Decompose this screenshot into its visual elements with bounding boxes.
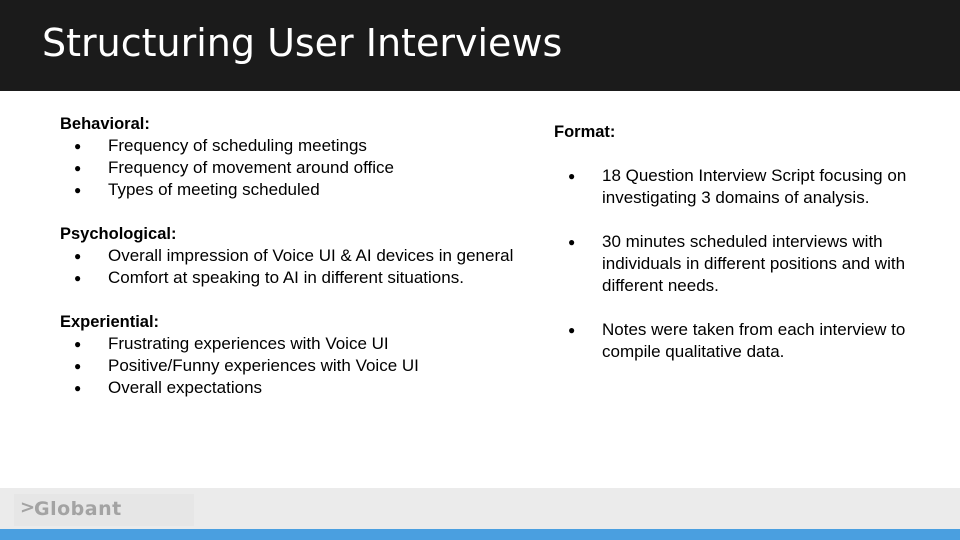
globant-logo: Globant: [34, 498, 122, 520]
bullet-icon: ●: [74, 381, 82, 395]
list-item-text: Overall impression of Voice UI & AI devices in general: [108, 246, 514, 265]
bullet-icon: ●: [568, 169, 576, 183]
bullet-icon: ●: [74, 249, 82, 263]
list-item: [60, 179, 560, 201]
behavioral-heading: Behavioral:: [60, 115, 150, 133]
bullet-icon: ●: [74, 161, 82, 175]
bullet-icon: ●: [74, 183, 82, 197]
title-bar: [0, 0, 960, 91]
behavioral-list: [60, 135, 560, 201]
globant-logo-icon: >: [20, 497, 36, 518]
behavioral-section: [60, 113, 560, 201]
bullet-icon: ●: [568, 235, 576, 249]
list-item: [60, 267, 560, 289]
list-item-text: Frequency of movement around office: [108, 158, 395, 177]
list-item-text: Frustrating experiences with Voice UI: [108, 334, 389, 353]
left-column: [60, 113, 560, 421]
format-list: [554, 165, 934, 363]
list-item: [554, 319, 932, 363]
experiential-heading: Experiential:: [60, 313, 160, 331]
list-item-text: Positive/Funny experiences with Voice UI: [108, 356, 419, 375]
psychological-section: [60, 223, 560, 289]
list-item: [554, 165, 932, 209]
list-item-text: Notes were taken from each interview to compile qualitative data.: [602, 320, 906, 361]
experiential-section: [60, 311, 560, 399]
list-item-text: 30 minutes scheduled interviews with individuals in different positions and with different needs.: [602, 232, 906, 295]
accent-band: [0, 529, 960, 540]
list-item-text: 18 Question Interview Script focusing on investigating 3 domains of analysis.: [602, 166, 907, 207]
psychological-list: [60, 245, 560, 289]
list-item-text: Frequency of scheduling meetings: [108, 136, 367, 155]
list-item: [60, 355, 560, 377]
list-item-text: Overall expectations: [108, 378, 263, 397]
bullet-icon: ●: [74, 271, 82, 285]
list-item: [60, 245, 560, 267]
list-item: [60, 333, 560, 355]
slide-title: Structuring User Interviews: [42, 21, 563, 65]
list-item: [554, 231, 932, 297]
list-item-text: Comfort at speaking to AI in different situations.: [108, 268, 464, 287]
list-item: [60, 135, 560, 157]
bullet-icon: ●: [74, 359, 82, 373]
bullet-icon: ●: [568, 323, 576, 337]
list-item: [60, 377, 560, 399]
right-column: [554, 121, 934, 385]
list-item: [60, 157, 560, 179]
list-item-text: Types of meeting scheduled: [108, 180, 320, 199]
bullet-icon: ●: [74, 139, 82, 153]
bullet-icon: ●: [74, 337, 82, 351]
psychological-heading: Psychological:: [60, 225, 177, 243]
experiential-list: [60, 333, 560, 399]
format-heading: Format:: [554, 123, 616, 141]
